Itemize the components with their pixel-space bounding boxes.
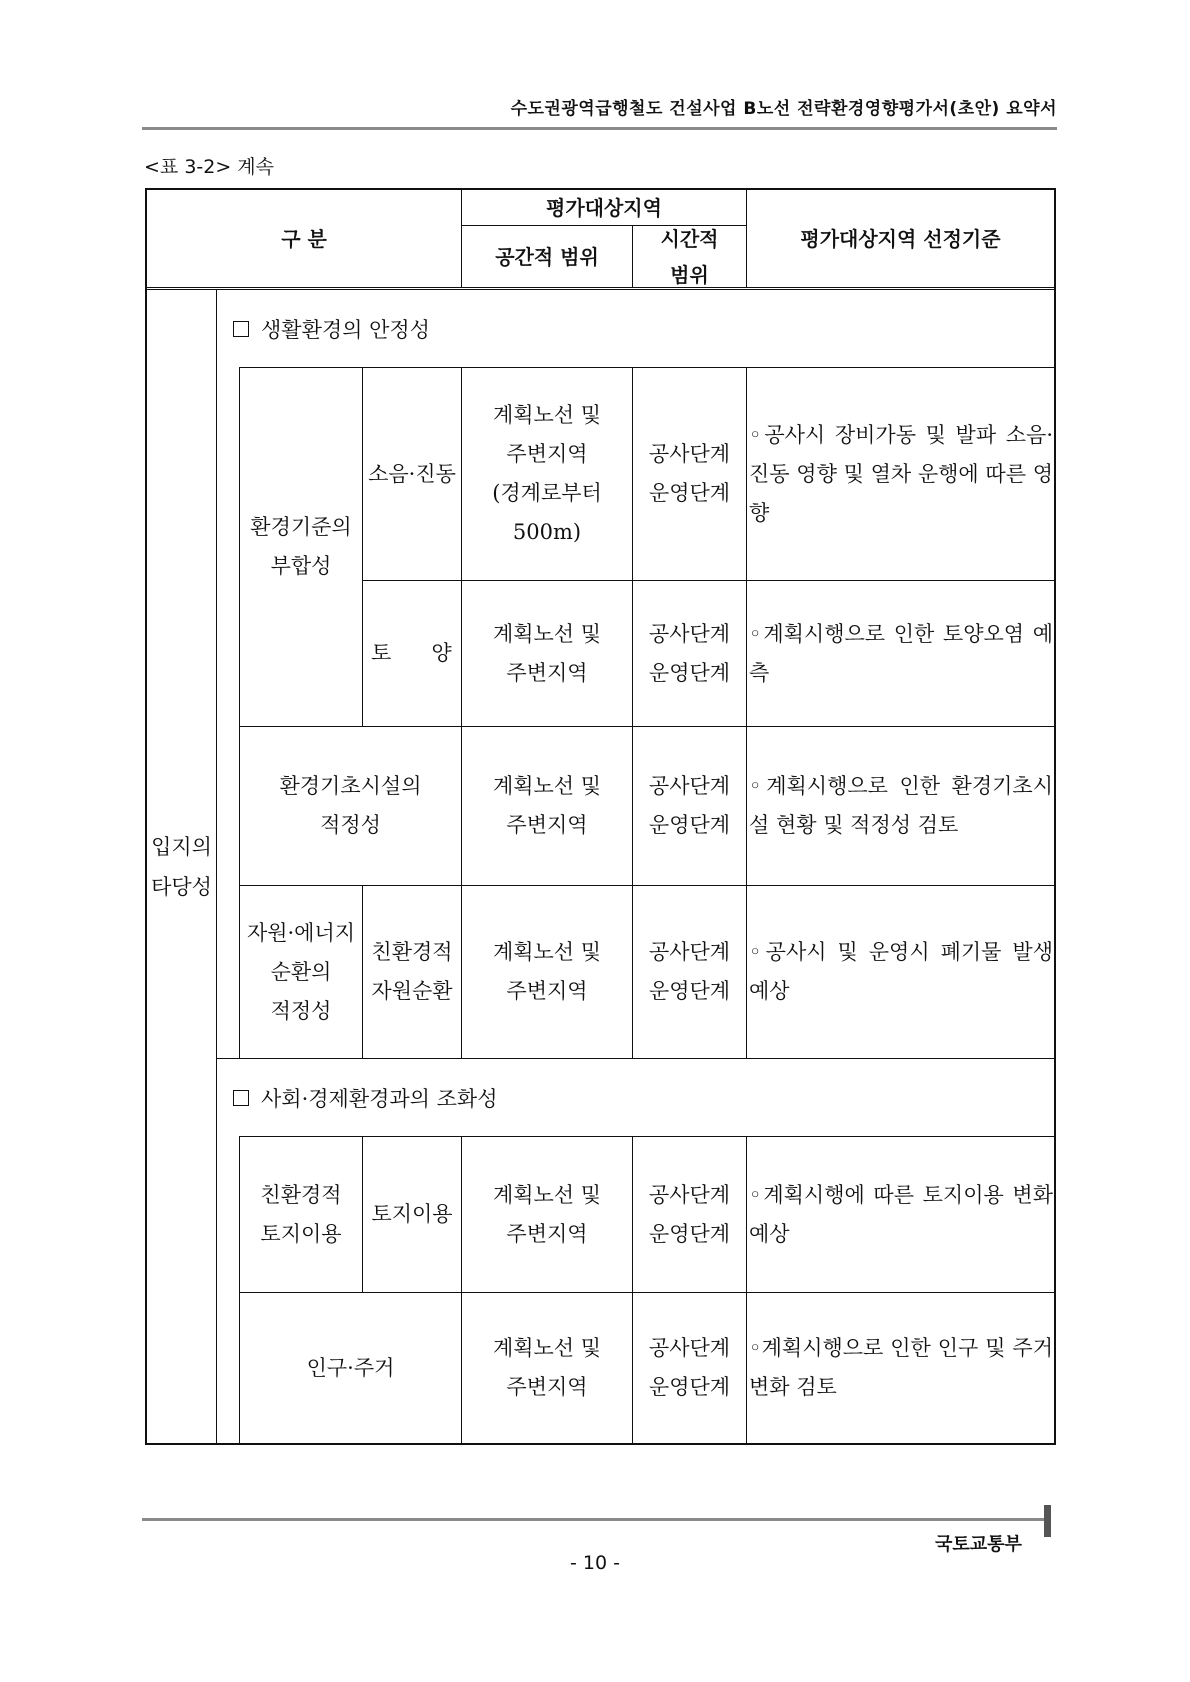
section-title: 생활환경의 안정성	[261, 317, 430, 342]
rule-criteria-left-a	[746, 367, 747, 1058]
temporal-resource-circulation: 공사단계 운영단계	[648, 940, 731, 1003]
table-caption: <표 3-2> 계속	[144, 156, 275, 178]
section-socioeconomic-harmony	[233, 1059, 1053, 1136]
criteria-environmental-facility: ◦계획시행으로 인한 환경기초시설 현황 및 적정성 검토	[749, 774, 1053, 837]
spatial-soil: 계획노선 및 주변지역	[492, 621, 602, 685]
section-title: 사회·경제환경과의 조화성	[261, 1086, 498, 1111]
temporal-noise-vibration: 공사단계 운영단계	[648, 442, 731, 505]
footer-mark	[1044, 1505, 1051, 1537]
category-population-housing: 인구·주거	[306, 1355, 395, 1380]
category-resource-circulation: 자원·에너지 순환의 적정성	[246, 920, 356, 1023]
header-category: 구 분	[281, 226, 327, 251]
ministry-name: 국토교통부	[935, 1534, 1022, 1555]
header-temporal-range: 시간적 범위	[660, 226, 719, 287]
rule-group-right	[216, 290, 217, 1443]
header-criteria: 평가대상지역 선정기준	[800, 226, 1001, 251]
group-site-validity: 입지의 타당성	[151, 834, 212, 899]
header-target-area: 평가대상지역	[546, 195, 662, 220]
checkbox-icon	[233, 321, 249, 337]
criteria-population-housing: ◦계획시행으로 인한 인구 및 주거 변화 검토	[749, 1336, 1053, 1399]
category-environment-standard: 환경기준의 부합성	[250, 515, 352, 578]
checkbox-icon	[233, 1090, 249, 1106]
footer-rule	[142, 1518, 1046, 1521]
item-soil: 토 양	[371, 641, 452, 665]
temporal-soil: 공사단계 운영단계	[648, 621, 731, 685]
document-title: 수도권광역급행철도 건설사업 B노선 전략환경영향평가서(초안) 요약서	[510, 99, 1057, 119]
section-living-environment	[233, 290, 1053, 367]
spatial-land-use: 계획노선 및 주변지역	[492, 1182, 602, 1246]
item-resource-circulation: 친환경적 자원순환	[371, 940, 453, 1003]
header-spatial-range: 공간적 범위	[495, 244, 599, 269]
rule-criteria-left-b	[746, 1136, 747, 1443]
spatial-noise-vibration: 계획노선 및 주변지역 (경계로부터 500m)	[492, 403, 602, 544]
temporal-population-housing: 공사단계 운영단계	[648, 1336, 731, 1399]
item-land-use: 토지이용	[371, 1202, 453, 1226]
category-land-use: 친환경적 토지이용	[260, 1182, 342, 1246]
criteria-resource-circulation: ◦공사시 및 운영시 폐기물 발생 예상	[749, 940, 1053, 1003]
spatial-population-housing: 계획노선 및 주변지역	[492, 1336, 602, 1399]
item-noise-vibration: 소음·진동	[368, 461, 456, 486]
temporal-environmental-facility: 공사단계 운영단계	[648, 774, 731, 837]
header-rule	[142, 127, 1057, 130]
criteria-land-use: ◦계획시행에 따른 토지이용 변화 예상	[749, 1182, 1053, 1246]
page-number: - 10 -	[570, 1552, 620, 1574]
category-environmental-facility: 환경기초시설의 적정성	[279, 774, 422, 837]
spatial-environmental-facility: 계획노선 및 주변지역	[492, 774, 602, 837]
temporal-land-use: 공사단계 운영단계	[648, 1182, 731, 1246]
criteria-noise-vibration: ◦공사시 장비가동 및 발파 소음·진동 영향 및 열차 운행에 따른 영향	[749, 422, 1053, 525]
criteria-soil: ◦계획시행으로 인한 토양오염 예측	[749, 621, 1053, 685]
spatial-resource-circulation: 계획노선 및 주변지역	[492, 940, 602, 1003]
